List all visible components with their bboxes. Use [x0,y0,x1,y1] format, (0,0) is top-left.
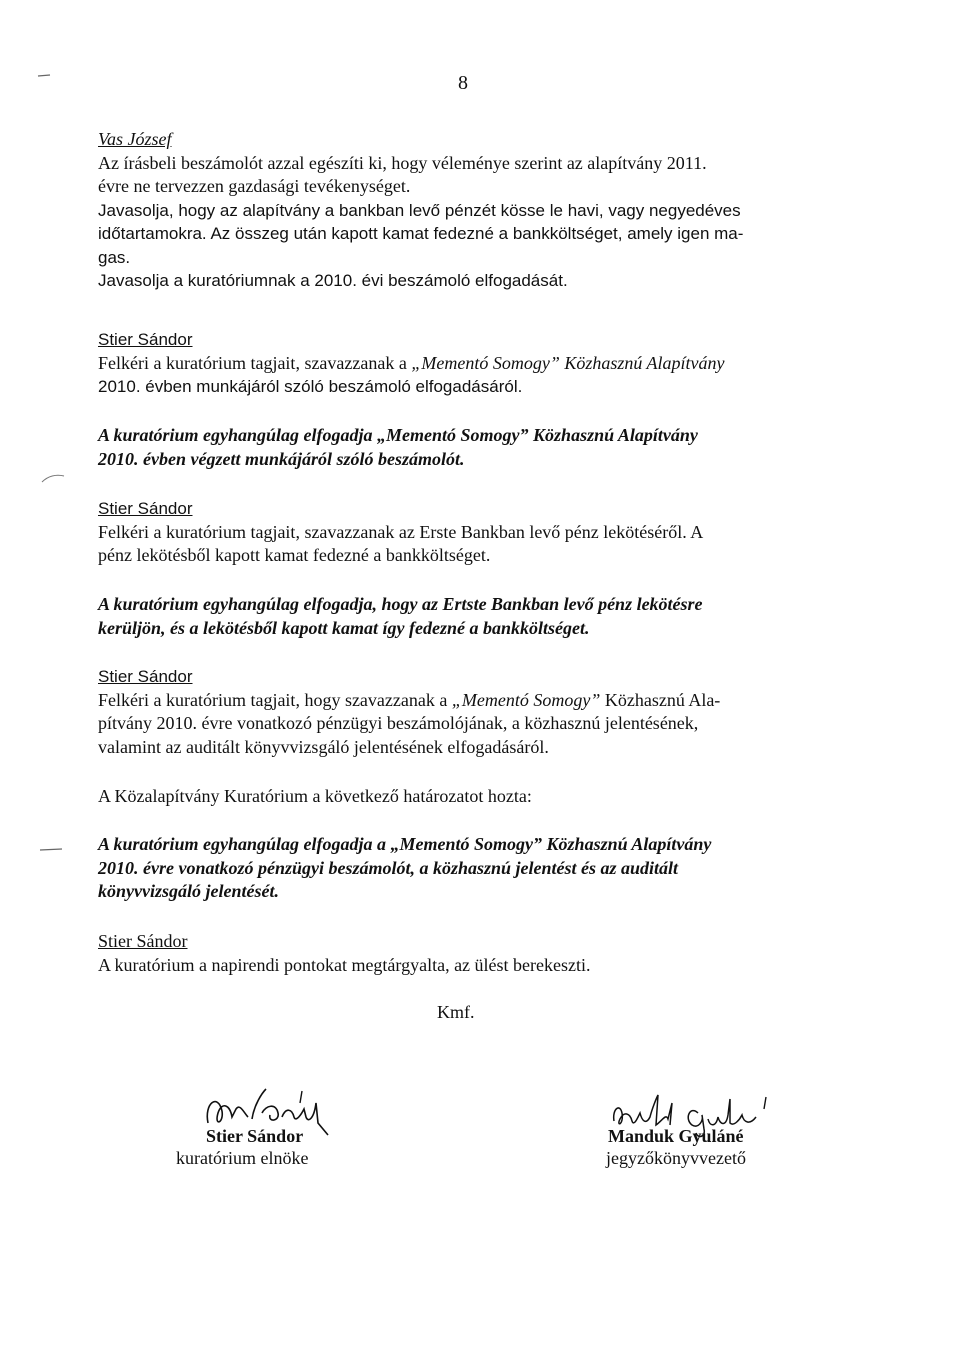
kmf-label: Kmf. [437,1002,475,1022]
section-stier-3 [98,665,828,759]
speaker-name: Stier Sándor [98,499,193,518]
signature-right [606,1085,806,1169]
handwritten-signature-icon [196,1083,356,1143]
signature-left [176,1085,376,1169]
paragraph-line: gas. [98,247,131,267]
scan-mark-icon [38,842,68,858]
statement-block [98,785,828,809]
paragraph-line: valamint az auditált könyvvizsgáló jelentésének elfogadásáról. [98,736,549,757]
signatory-role: kuratórium elnöke [176,1148,309,1168]
resolution-line: kerüljön, és a lekötésből kapott kamat így fedezné a bankköltséget. [98,617,590,638]
paragraph-line [98,352,828,376]
resolution-1 [98,424,828,471]
text-run: Felkéri a kuratórium tagjait, szavazzanak a [98,352,412,373]
resolution-line: 2010. évre vonatkozó pénzügyi beszámolót, a közhasznú jelentést és az auditált [98,857,679,878]
paragraph-line: pítvány 2010. évre vonatkozó pénzügyi beszámolójának, a közhasznú jelentésének, [98,713,699,733]
section-vas-jozsef [98,128,828,293]
resolution-3 [98,833,828,904]
statement-line: A Közalapítvány Kuratórium a következő határozatot hozta: [98,786,532,806]
paragraph-line: Felkéri a kuratórium tagjait, szavazzanak az Erste Bankban levő pénz lekötéséről. A [98,521,704,542]
resolution-line: A kuratórium egyhangúlag elfogadja a „Mementó Somogy” Közhasznú Alapítvány [98,834,712,854]
paragraph-line: A kuratórium a napirendi pontokat megtárgyalta, az ülést berekeszti. [98,954,591,975]
speaker-name: Stier Sándor [98,931,188,951]
speaker-name: Stier Sándor [98,667,193,686]
paragraph-line: pénz lekötésből kapott kamat fedezné a bankköltséget. [98,545,491,565]
resolution-2 [98,593,828,640]
section-stier-1 [98,328,828,399]
signatory-name: Stier Sándor [206,1126,304,1146]
paragraph-line [98,689,828,713]
paragraph-line: időtartamokra. Az összeg után kapott kamat fedezné a bankköltséget, amely igen ma- [98,224,744,243]
foundation-name: „Mementó Somogy” Közhasznú Alapítvány [411,352,725,373]
signatory-role: jegyzőkönyvvezető [606,1148,746,1168]
section-stier-2 [98,497,828,568]
paragraph-line: 2010. évben munkájáról szóló beszámoló elfogadásáról. [98,377,523,396]
resolution-line: 2010. évben végzett munkájáról szóló beszámolót. [98,448,465,469]
text-run: Közhasznú Ala- [600,689,721,710]
scan-mark-icon [38,470,68,486]
foundation-name: „Mementó Somogy” [451,689,601,710]
resolution-line: A kuratórium egyhangúlag elfogadja, hogy az Ertste Bankban levő pénz lekötésre [98,594,703,614]
speaker-name: Stier Sándor [98,330,193,349]
handwritten-signature-icon [606,1091,796,1151]
text-run: Felkéri a kuratórium tagjait, hogy szavazzanak a [98,689,452,710]
scan-mark-icon [36,70,56,80]
paragraph-line: évre ne tervezzen gazdasági tevékenységet. [98,176,411,196]
speaker-name: Vas József [98,129,172,149]
resolution-line: könyvvizsgáló jelentését. [98,881,279,901]
paragraph-line: Javasolja a kuratóriumnak a 2010. évi beszámoló elfogadását. [98,271,568,290]
signatory-name: Manduk Gyuláné [608,1126,744,1146]
paragraph-line: Javasolja, hogy az alapítvány a bankban levő pénzét kösse le havi, vagy negyedéves [98,200,741,220]
paragraph-line: Az írásbeli beszámolót azzal egészíti ki, hogy véleménye szerint az alapítvány 2011. [98,152,707,173]
page-number: 8 [458,72,468,94]
section-stier-closing [98,930,828,977]
resolution-line: A kuratórium egyhangúlag elfogadja „Mementó Somogy” Közhasznú Alapítvány [98,425,698,445]
